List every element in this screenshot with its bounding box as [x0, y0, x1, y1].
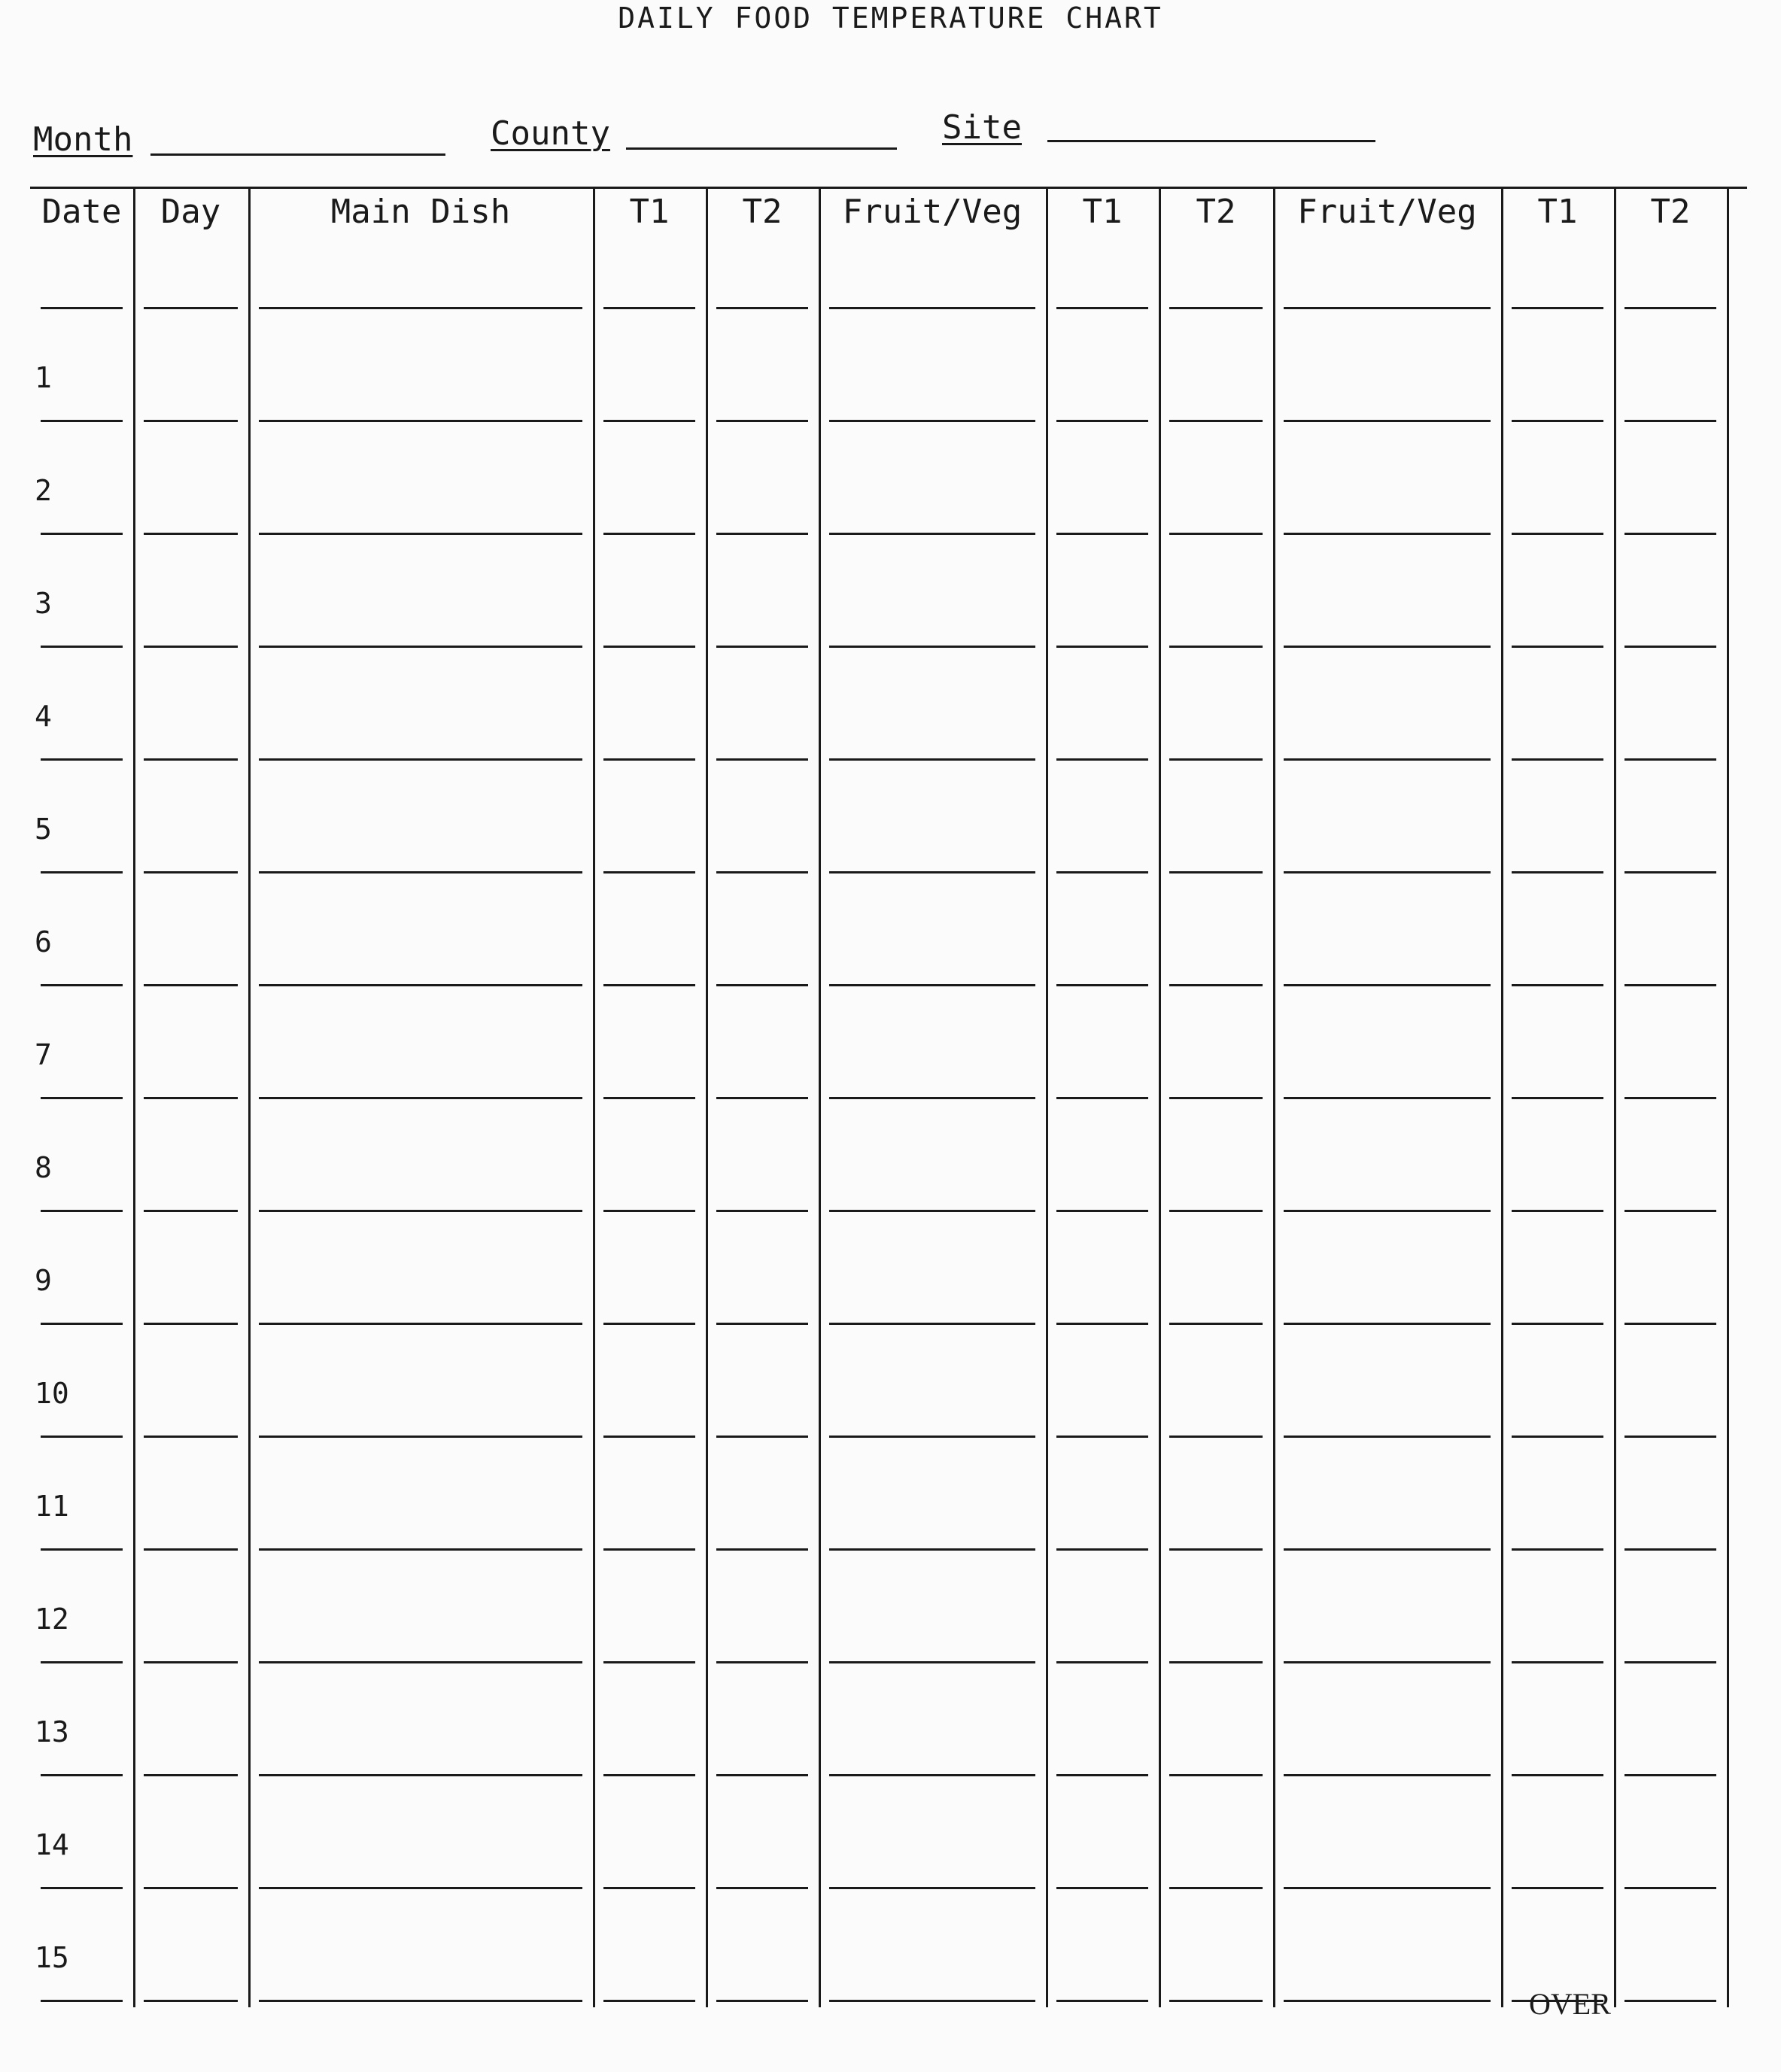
entry-blank-line[interactable]	[1284, 420, 1491, 422]
entry-blank-line[interactable]	[1624, 2000, 1716, 2002]
entry-blank-line[interactable]	[1169, 420, 1263, 422]
entry-blank-line[interactable]	[603, 1210, 695, 1212]
entry-blank-line[interactable]	[1284, 307, 1491, 309]
entry-blank-line[interactable]	[1169, 758, 1263, 761]
entry-blank-line[interactable]	[829, 1210, 1035, 1212]
entry-blank-line[interactable]	[41, 1097, 123, 1099]
entry-blank-line[interactable]	[259, 984, 582, 986]
entry-blank-line[interactable]	[1512, 758, 1603, 761]
entry-blank-line[interactable]	[144, 984, 238, 986]
entry-blank-line[interactable]	[1624, 1436, 1716, 1438]
entry-blank-line[interactable]	[1284, 1097, 1491, 1099]
chart-title: DAILY FOOD TEMPERATURE CHART	[618, 2, 1163, 35]
row-date-label: 1	[35, 361, 52, 394]
entry-blank-line[interactable]	[716, 1887, 808, 1889]
entry-blank-line[interactable]	[1056, 533, 1148, 535]
entry-blank-line[interactable]	[1624, 1210, 1716, 1212]
entry-blank-line[interactable]	[716, 871, 808, 873]
entry-blank-line[interactable]	[1624, 1887, 1716, 1889]
column-header-t1: T1	[1537, 193, 1578, 231]
entry-blank-line[interactable]	[144, 758, 238, 761]
entry-blank-line[interactable]	[259, 1661, 582, 1663]
entry-blank-line[interactable]	[1284, 1548, 1491, 1551]
entry-blank-line[interactable]	[829, 646, 1035, 648]
entry-blank-line[interactable]	[1056, 1774, 1148, 1776]
entry-blank-line[interactable]	[1624, 1548, 1716, 1551]
entry-blank-line[interactable]	[1056, 420, 1148, 422]
entry-blank-line[interactable]	[1169, 1774, 1263, 1776]
entry-blank-line[interactable]	[603, 646, 695, 648]
entry-blank-line[interactable]	[716, 1436, 808, 1438]
entry-blank-line[interactable]	[1512, 1548, 1603, 1551]
entry-blank-line[interactable]	[829, 758, 1035, 761]
column-header-date: Date	[41, 193, 122, 231]
entry-blank-line[interactable]	[603, 1661, 695, 1663]
entry-blank-line[interactable]	[1624, 307, 1716, 309]
entry-blank-line[interactable]	[1169, 1436, 1263, 1438]
month-field	[33, 120, 132, 159]
entry-blank-line[interactable]	[1512, 1097, 1603, 1099]
entry-blank-line[interactable]	[1056, 646, 1148, 648]
county-field	[491, 114, 610, 153]
entry-blank-line[interactable]	[1624, 1323, 1716, 1325]
entry-blank-line[interactable]	[1512, 984, 1603, 986]
entry-blank-line[interactable]	[41, 646, 123, 648]
entry-blank-line[interactable]	[1056, 1210, 1148, 1212]
entry-blank-line[interactable]	[1284, 1323, 1491, 1325]
entry-blank-line[interactable]	[603, 1548, 695, 1551]
column-header-t2: T2	[1650, 193, 1691, 231]
entry-blank-line[interactable]	[1056, 758, 1148, 761]
entry-blank-line[interactable]	[1624, 420, 1716, 422]
column-header-day: Day	[160, 193, 221, 231]
entry-blank-line[interactable]	[829, 1774, 1035, 1776]
entry-blank-line[interactable]	[41, 1661, 123, 1663]
entry-blank-line[interactable]	[829, 2000, 1035, 2002]
entry-blank-line[interactable]	[144, 533, 238, 535]
col-divider	[1614, 187, 1616, 2007]
entry-blank-line[interactable]	[603, 2000, 695, 2002]
entry-blank-line[interactable]	[603, 1436, 695, 1438]
entry-blank-line[interactable]	[1056, 1097, 1148, 1099]
entry-blank-line[interactable]	[41, 307, 123, 309]
entry-blank-line[interactable]	[41, 420, 123, 422]
site-field	[942, 108, 1022, 147]
entry-blank-line[interactable]	[1284, 1661, 1491, 1663]
entry-blank-line[interactable]	[259, 533, 582, 535]
entry-blank-line[interactable]	[1624, 1661, 1716, 1663]
col-divider	[1273, 187, 1275, 2007]
entry-blank-line[interactable]	[144, 1323, 238, 1325]
entry-blank-line[interactable]	[1512, 1774, 1603, 1776]
entry-blank-line[interactable]	[829, 420, 1035, 422]
entry-blank-line[interactable]	[259, 646, 582, 648]
row-date-label: 8	[35, 1151, 52, 1184]
entry-blank-line[interactable]	[829, 1097, 1035, 1099]
column-header-fruit-veg: Fruit/Veg	[1297, 193, 1477, 231]
entry-blank-line[interactable]	[1169, 984, 1263, 986]
entry-blank-line[interactable]	[1169, 2000, 1263, 2002]
entry-blank-line[interactable]	[1624, 984, 1716, 986]
entry-blank-line[interactable]	[829, 1661, 1035, 1663]
entry-blank-line[interactable]	[603, 871, 695, 873]
entry-blank-line[interactable]	[716, 1548, 808, 1551]
row-date-label: 7	[35, 1038, 52, 1071]
entry-blank-line[interactable]	[41, 2000, 123, 2002]
entry-blank-line[interactable]	[259, 1097, 582, 1099]
site-blank-line[interactable]	[1047, 140, 1375, 142]
entry-blank-line[interactable]	[144, 1210, 238, 1212]
county-label: County	[491, 114, 610, 153]
entry-blank-line[interactable]	[259, 1436, 582, 1438]
col-divider	[706, 187, 708, 2007]
entry-blank-line[interactable]	[603, 1323, 695, 1325]
entry-blank-line[interactable]	[716, 1323, 808, 1325]
entry-blank-line[interactable]	[1169, 871, 1263, 873]
entry-blank-line[interactable]	[1284, 1210, 1491, 1212]
entry-blank-line[interactable]	[1512, 871, 1603, 873]
column-header-t1: T1	[629, 193, 670, 231]
entry-blank-line[interactable]	[144, 1661, 238, 1663]
entry-blank-line[interactable]	[1512, 1210, 1603, 1212]
table-top-border	[30, 187, 1747, 189]
county-blank-line[interactable]	[626, 147, 897, 150]
row-date-label: 5	[35, 813, 52, 846]
row-date-label: 9	[35, 1264, 52, 1297]
row-date-label: 14	[35, 1828, 69, 1861]
entry-blank-line[interactable]	[716, 758, 808, 761]
entry-blank-line[interactable]	[1512, 1661, 1603, 1663]
entry-blank-line[interactable]	[1169, 1887, 1263, 1889]
entry-blank-line[interactable]	[603, 758, 695, 761]
entry-blank-line[interactable]	[41, 1323, 123, 1325]
entry-blank-line[interactable]	[716, 2000, 808, 2002]
entry-blank-line[interactable]	[144, 307, 238, 309]
entry-blank-line[interactable]	[829, 871, 1035, 873]
entry-blank-line[interactable]	[259, 1323, 582, 1325]
column-header-t1: T1	[1082, 193, 1123, 231]
month-label: Month	[33, 120, 133, 159]
col-divider	[1727, 187, 1729, 2007]
row-date-label: 13	[35, 1715, 69, 1748]
entry-blank-line[interactable]	[603, 1097, 695, 1099]
entry-blank-line[interactable]	[1056, 1323, 1148, 1325]
temperature-log-table	[30, 187, 1747, 2007]
entry-blank-line[interactable]	[829, 984, 1035, 986]
entry-blank-line[interactable]	[603, 307, 695, 309]
column-header-fruit-veg: Fruit/Veg	[842, 193, 1023, 231]
entry-blank-line[interactable]	[259, 420, 582, 422]
entry-blank-line[interactable]	[144, 2000, 238, 2002]
entry-blank-line[interactable]	[1624, 533, 1716, 535]
entry-blank-line[interactable]	[1284, 758, 1491, 761]
entry-blank-line[interactable]	[41, 1887, 123, 1889]
entry-blank-line[interactable]	[1284, 533, 1491, 535]
entry-blank-line[interactable]	[716, 1210, 808, 1212]
entry-blank-line[interactable]	[1624, 1774, 1716, 1776]
entry-blank-line[interactable]	[259, 307, 582, 309]
entry-blank-line[interactable]	[144, 1548, 238, 1551]
entry-blank-line[interactable]	[829, 1887, 1035, 1889]
entry-blank-line[interactable]	[716, 307, 808, 309]
month-blank-line[interactable]	[150, 153, 445, 156]
entry-blank-line[interactable]	[41, 1436, 123, 1438]
entry-blank-line[interactable]	[829, 1323, 1035, 1325]
entry-blank-line[interactable]	[1512, 420, 1603, 422]
entry-blank-line[interactable]	[1169, 1097, 1263, 1099]
site-label: Site	[942, 108, 1022, 147]
entry-blank-line[interactable]	[1284, 871, 1491, 873]
row-date-label: 15	[35, 1941, 69, 1974]
row-date-label: 4	[35, 700, 52, 733]
entry-blank-line[interactable]	[716, 1661, 808, 1663]
entry-blank-line[interactable]	[144, 871, 238, 873]
entry-blank-line[interactable]	[1169, 646, 1263, 648]
entry-blank-line[interactable]	[1624, 871, 1716, 873]
row-date-label: 6	[35, 925, 52, 959]
col-divider	[819, 187, 821, 2007]
entry-blank-line[interactable]	[41, 871, 123, 873]
entry-blank-line[interactable]	[144, 1097, 238, 1099]
entry-blank-line[interactable]	[716, 646, 808, 648]
entry-blank-line[interactable]	[716, 533, 808, 535]
entry-blank-line[interactable]	[259, 1774, 582, 1776]
entry-blank-line[interactable]	[603, 984, 695, 986]
column-header-t2: T2	[742, 193, 783, 231]
entry-blank-line[interactable]	[259, 1210, 582, 1212]
col-divider	[1046, 187, 1048, 2007]
entry-blank-line[interactable]	[1056, 1436, 1148, 1438]
entry-blank-line[interactable]	[144, 1774, 238, 1776]
entry-blank-line[interactable]	[603, 420, 695, 422]
entry-blank-line[interactable]	[716, 420, 808, 422]
entry-blank-line[interactable]	[144, 1436, 238, 1438]
entry-blank-line[interactable]	[259, 1548, 582, 1551]
entry-blank-line[interactable]	[41, 984, 123, 986]
entry-blank-line[interactable]	[1512, 1436, 1603, 1438]
column-header-t2: T2	[1196, 193, 1236, 231]
entry-blank-line[interactable]	[716, 1774, 808, 1776]
entry-blank-line[interactable]	[1169, 1548, 1263, 1551]
entry-blank-line[interactable]	[1169, 1210, 1263, 1212]
entry-blank-line[interactable]	[1169, 307, 1263, 309]
entry-blank-line[interactable]	[41, 1548, 123, 1551]
entry-blank-line[interactable]	[1284, 984, 1491, 986]
entry-blank-line[interactable]	[1512, 646, 1603, 648]
entry-blank-line[interactable]	[1056, 1887, 1148, 1889]
entry-blank-line[interactable]	[144, 420, 238, 422]
entry-blank-line[interactable]	[259, 871, 582, 873]
column-header-main-dish: Main Dish	[330, 193, 511, 231]
entry-blank-line[interactable]	[1512, 1887, 1603, 1889]
row-date-label: 11	[35, 1490, 69, 1523]
entry-blank-line[interactable]	[829, 307, 1035, 309]
row-date-label: 12	[35, 1603, 69, 1636]
entry-blank-line[interactable]	[1512, 307, 1603, 309]
entry-blank-line[interactable]	[41, 533, 123, 535]
entry-blank-line[interactable]	[259, 2000, 582, 2002]
entry-blank-line[interactable]	[1056, 871, 1148, 873]
entry-blank-line[interactable]	[144, 646, 238, 648]
entry-blank-line[interactable]	[1056, 984, 1148, 986]
entry-blank-line[interactable]	[1056, 307, 1148, 309]
entry-blank-line[interactable]	[41, 1210, 123, 1212]
col-divider	[1501, 187, 1503, 2007]
entry-blank-line[interactable]	[41, 758, 123, 761]
entry-blank-line[interactable]	[1056, 1661, 1148, 1663]
entry-blank-line[interactable]	[829, 1436, 1035, 1438]
row-date-label: 10	[35, 1377, 69, 1410]
entry-blank-line[interactable]	[603, 1887, 695, 1889]
entry-blank-line[interactable]	[829, 533, 1035, 535]
entry-blank-line[interactable]	[1624, 646, 1716, 648]
entry-blank-line[interactable]	[259, 758, 582, 761]
row-date-label: 3	[35, 587, 52, 620]
col-divider	[133, 187, 135, 2007]
entry-blank-line[interactable]	[1284, 646, 1491, 648]
entry-blank-line[interactable]	[1512, 1323, 1603, 1325]
col-divider	[593, 187, 595, 2007]
entry-blank-line[interactable]	[1056, 2000, 1148, 2002]
entry-blank-line[interactable]	[1624, 758, 1716, 761]
entry-blank-line[interactable]	[1056, 1548, 1148, 1551]
entry-blank-line[interactable]	[716, 984, 808, 986]
entry-blank-line[interactable]	[41, 1774, 123, 1776]
row-date-label: 2	[35, 474, 52, 507]
over-note: OVER	[1529, 1987, 1611, 2021]
entry-blank-line[interactable]	[1284, 1436, 1491, 1438]
entry-blank-line[interactable]	[1169, 1661, 1263, 1663]
entry-blank-line[interactable]	[1169, 533, 1263, 535]
entry-blank-line[interactable]	[259, 1887, 582, 1889]
entry-blank-line[interactable]	[603, 533, 695, 535]
entry-blank-line[interactable]	[144, 1887, 238, 1889]
entry-blank-line[interactable]	[1284, 2000, 1491, 2002]
entry-blank-line[interactable]	[829, 1548, 1035, 1551]
entry-blank-line[interactable]	[716, 1097, 808, 1099]
entry-blank-line[interactable]	[1169, 1323, 1263, 1325]
entry-blank-line[interactable]	[1284, 1887, 1491, 1889]
entry-blank-line[interactable]	[1284, 1774, 1491, 1776]
entry-blank-line[interactable]	[1624, 1097, 1716, 1099]
col-divider	[1159, 187, 1161, 2007]
entry-blank-line[interactable]	[1512, 533, 1603, 535]
entry-blank-line[interactable]	[603, 1774, 695, 1776]
col-divider	[248, 187, 251, 2007]
